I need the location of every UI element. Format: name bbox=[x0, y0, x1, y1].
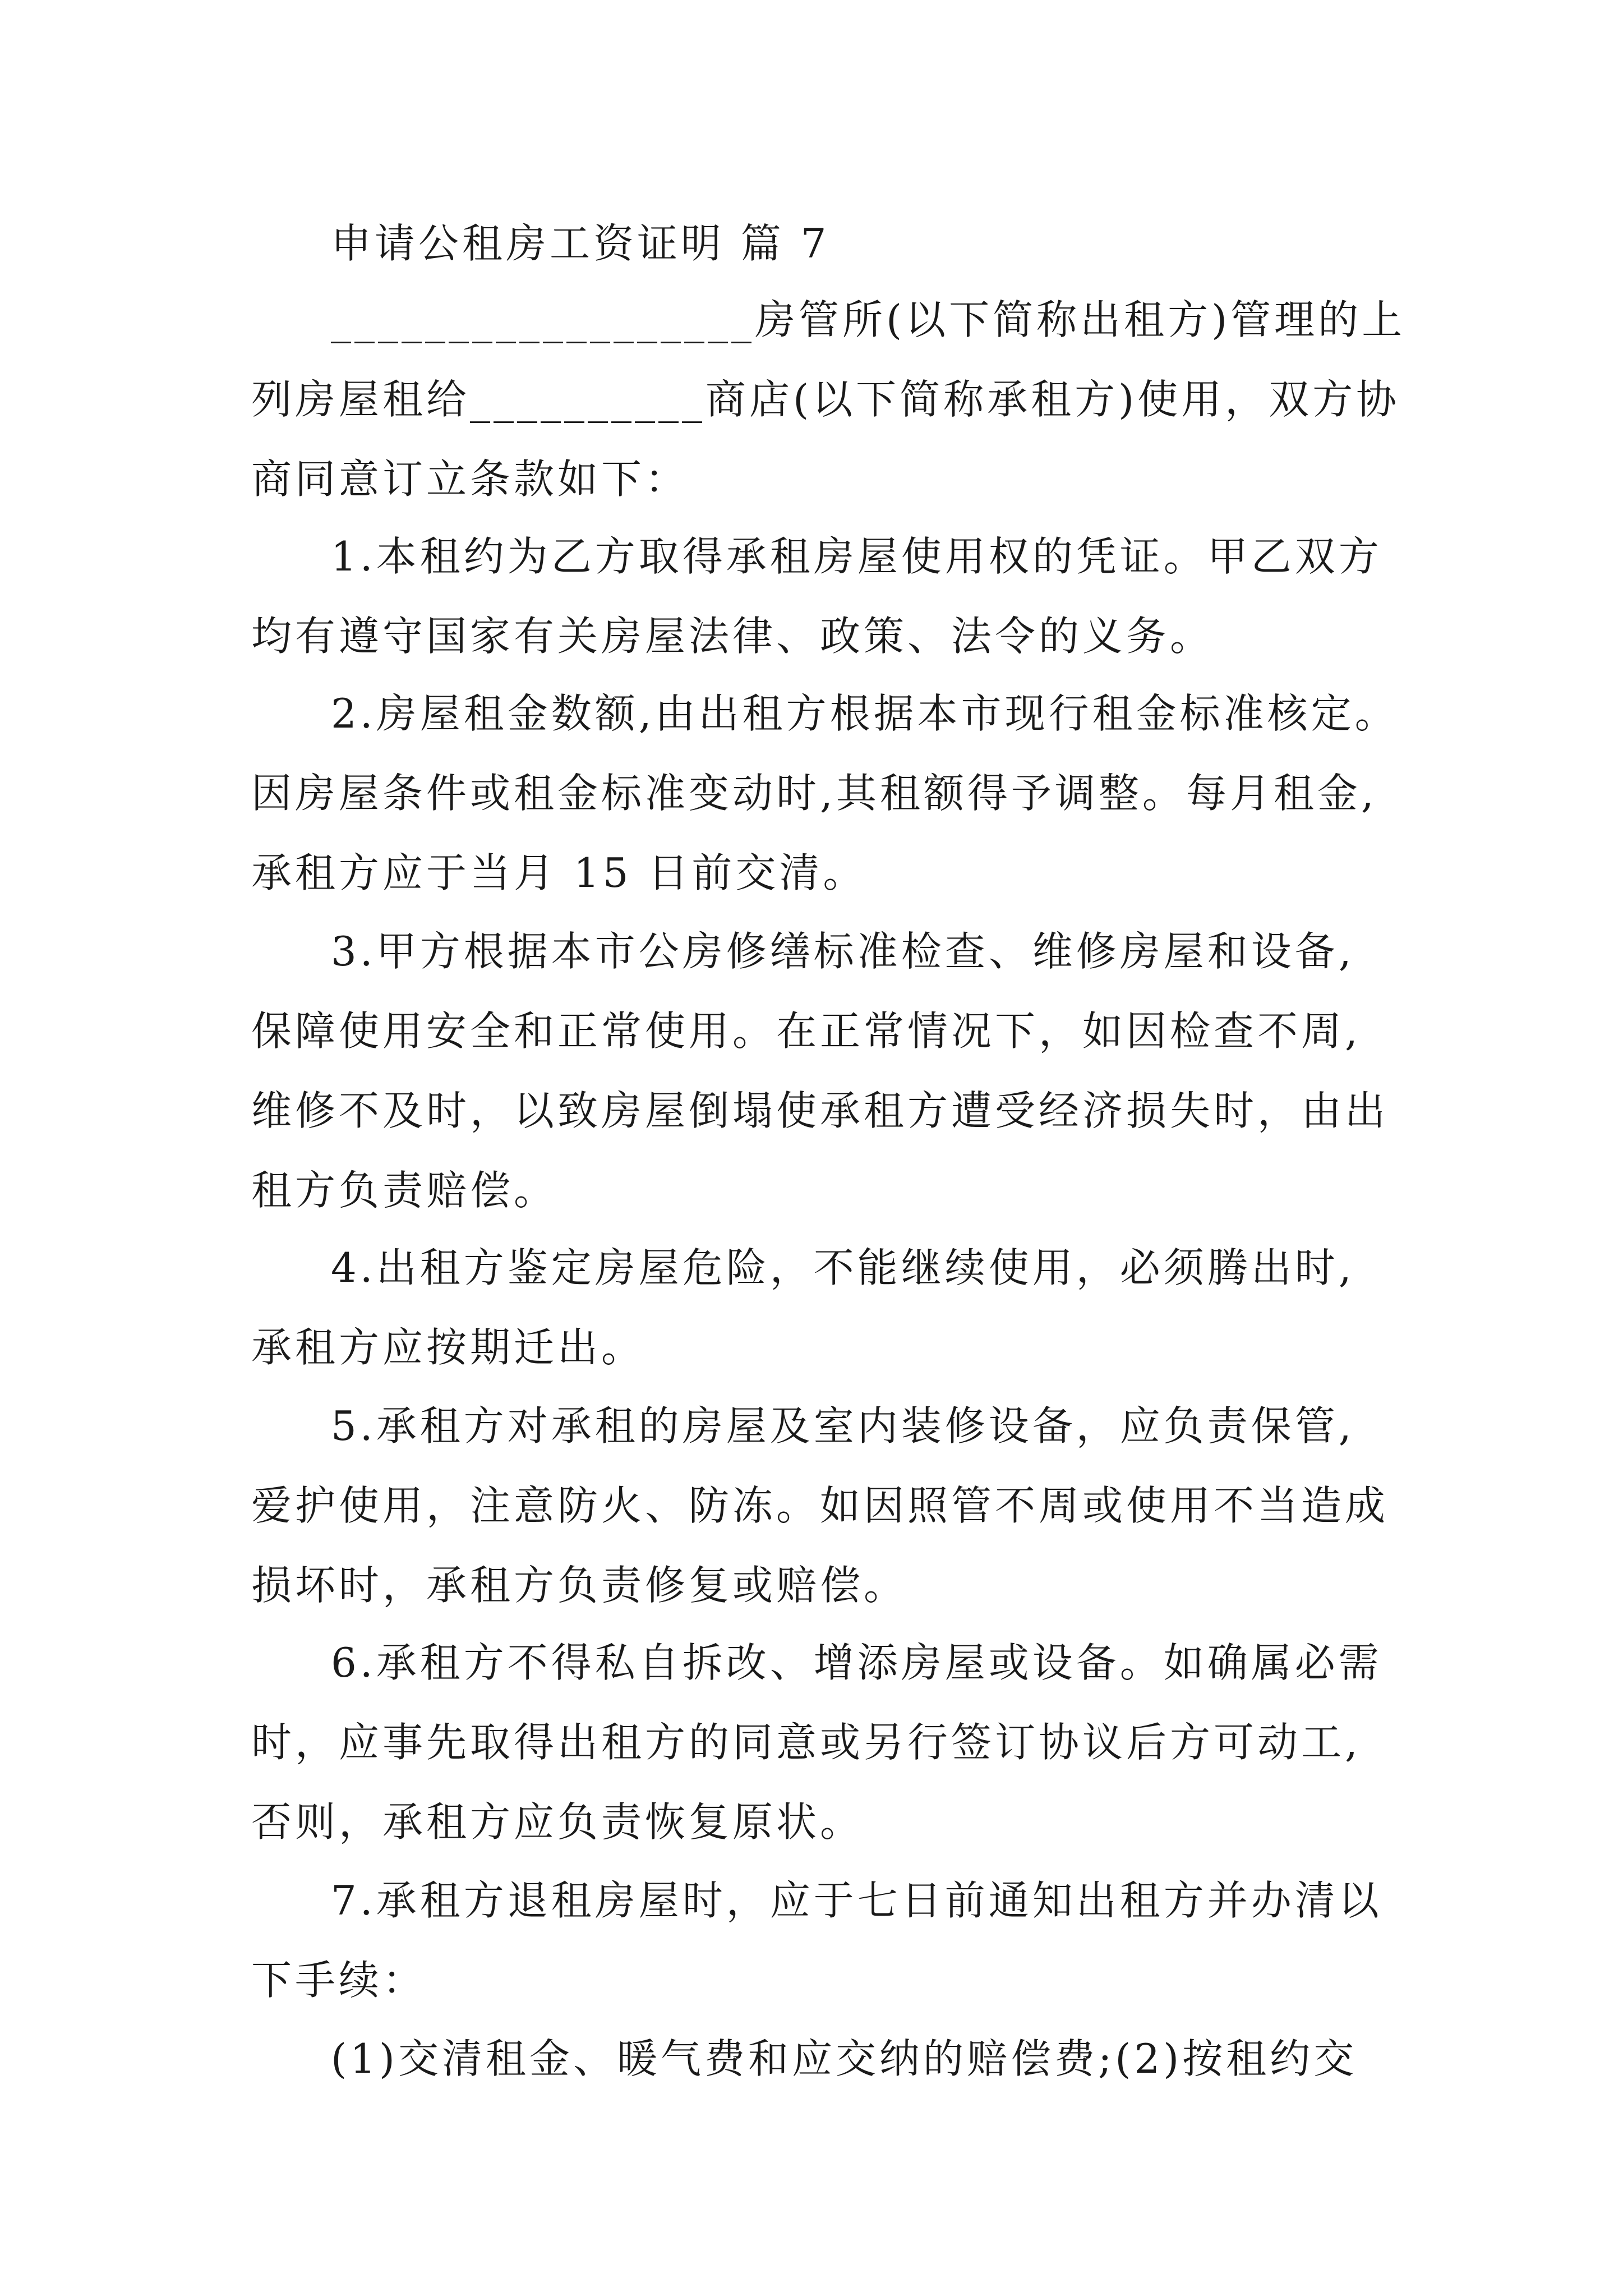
paragraph-line: 商同意订立条款如下： bbox=[251, 455, 689, 503]
document-title: 申请公租房工资证明 篇 7 bbox=[331, 220, 830, 267]
paragraph-line: 1.本租约为乙方取得承租房屋使用权的凭证。甲乙双方 bbox=[331, 533, 1382, 580]
paragraph-line: 5.承租方对承租的房屋及室内装修设备，应负责保管, bbox=[331, 1402, 1355, 1450]
paragraph-line: 3.甲方根据本市公房修缮标准检查、维修房屋和设备, bbox=[331, 928, 1355, 975]
paragraph-line: 损坏时，承租方负责修复或赔偿。 bbox=[251, 1562, 908, 1609]
paragraph-line: 承租方应于当月 15 日前交清。 bbox=[251, 849, 867, 896]
paragraph-line: 因房屋条件或租金标准变动时,其租额得予调整。每月租金, bbox=[251, 770, 1377, 817]
paragraph-line: 保障使用安全和正常使用。在正常情况下，如因检查不周, bbox=[251, 1007, 1361, 1055]
paragraph-line: 6.承租方不得私自拆改、增添房屋或设备。如确属必需 bbox=[331, 1639, 1382, 1686]
paragraph-line: (1)交清租金、暖气费和应交纳的赔偿费;(2)按租约交 bbox=[331, 2035, 1358, 2082]
paragraph-line: 2.房屋租金数额,由出租方根据本市现行租金标准核定。 bbox=[331, 690, 1399, 737]
paragraph-line: 均有遵守国家有关房屋法律、政策、法令的义务。 bbox=[251, 613, 1214, 660]
paragraph-line: 时，应事先取得出租方的同意或另行签订协议后方可动工, bbox=[251, 1719, 1361, 1766]
paragraph-line: 4.出租方鉴定房屋危险，不能继续使用，必须腾出时, bbox=[331, 1244, 1355, 1291]
paragraph-line: 否则，承租方应负责恢复原状。 bbox=[251, 1798, 864, 1846]
paragraph-line: __________________房管所(以下简称出租方)管理的上 bbox=[331, 296, 1406, 343]
paragraph-line: 下手续： bbox=[251, 1957, 427, 2004]
paragraph-line: 维修不及时，以致房屋倒塌使承租方遭受经济损失时，由出 bbox=[251, 1087, 1389, 1134]
paragraph-line: 承租方应按期迁出。 bbox=[251, 1324, 645, 1371]
paragraph-line: 爱护使用，注意防火、防冻。如因照管不周或使用不当造成 bbox=[251, 1482, 1389, 1529]
paragraph-line: 列房屋租给__________商店(以下简称承租方)使用，双方协 bbox=[251, 376, 1400, 423]
paragraph-line: 7.承租方退租房屋时，应于七日前通知出租方并办清以 bbox=[331, 1877, 1382, 1924]
paragraph-line: 租方负责赔偿。 bbox=[251, 1167, 558, 1214]
